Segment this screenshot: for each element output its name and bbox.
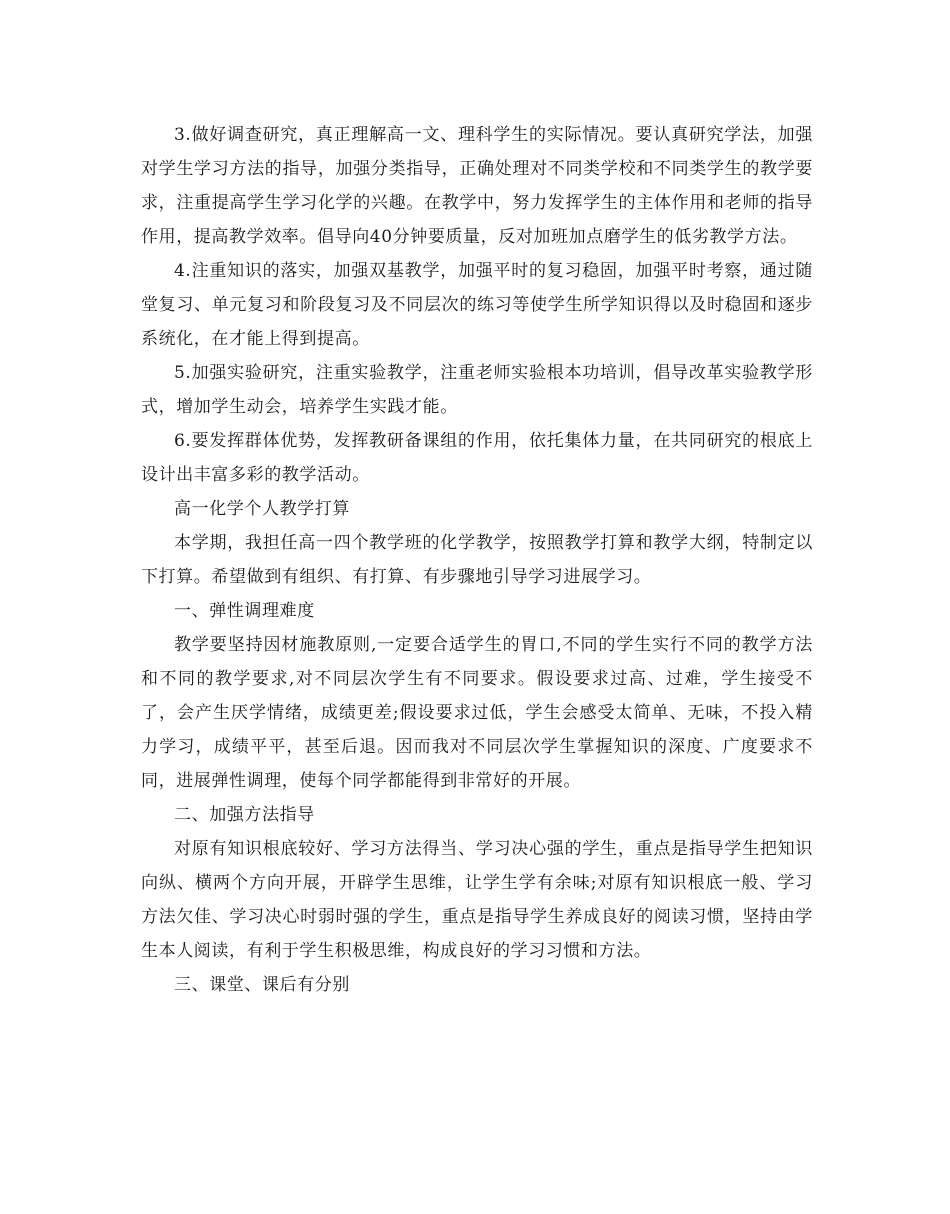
document-body bbox=[141, 118, 813, 1002]
section-heading-1: 一、弹性调理难度 bbox=[174, 601, 315, 621]
section-1-paragraph: 教学要坚持因材施教原则,一定要合适学生的胃口,不同的学生实行不同的教学方法和不同的教学要求,对不同层次学生有不同要求。假设要求过高、过难，学生接受不了，会产生厌学情绪，成绩更差;假设要求过低，学生会感受太简单、无味，不投入精力学习，成绩平平，甚至后退。因而我对不同层次学生掌握知识的深度、广度要求不同，进展弹性调理，使每个同学都能得到非常好的开展。 bbox=[141, 635, 813, 791]
paragraph-item-3: 3.做好调查研究，真正理解高一文、理科学生的实际情况。要认真研究学法，加强对学生学习方法的指导，加强分类指导，正确处理对不同类学校和不同类学生的教学要求，注重提高学生学习化学的兴趣。在教学中，努力发挥学生的主体作用和老师的指导作用，提高教学效率。倡导向40分钟要质量，反对加班加点磨学生的低劣教学方法。 bbox=[141, 125, 813, 247]
section-2-paragraph: 对原有知识根底较好、学习方法得当、学习决心强的学生，重点是指导学生把知识向纵、横两个方向开展，开辟学生思维，让学生学有余味;对原有知识根底一般、学习方法欠佳、学习决心时弱时强的学生，重点是指导学生养成良好的阅读习惯，坚持由学生本人阅读，有利于学生积极思维，构成良好的学习习惯和方法。 bbox=[141, 839, 813, 961]
paragraph-item-5: 5.加强实验研究，注重实验教学，注重老师实验根本功培训，倡导改革实验教学形式，增加学生动会，培养学生实践才能。 bbox=[141, 363, 813, 417]
paragraph-item-6: 6.要发挥群体优势，发挥教研备课组的作用，依托集体力量，在共同研究的根底上设计出丰富多彩的教学活动。 bbox=[141, 431, 813, 485]
section-title: 高一化学个人教学打算 bbox=[174, 499, 350, 519]
section-heading-2: 二、加强方法指导 bbox=[174, 805, 315, 825]
paragraph-item-4: 4.注重知识的落实，加强双基教学，加强平时的复习稳固，加强平时考察，通过随堂复习、单元复习和阶段复习及不同层次的练习等使学生所学知识得以及时稳固和逐步系统化，在才能上得到提高。 bbox=[141, 261, 813, 349]
section-heading-3: 三、课堂、课后有分别 bbox=[174, 975, 350, 995]
intro-paragraph: 本学期，我担任高一四个教学班的化学教学，按照教学打算和教学大纲，特制定以下打算。希望做到有组织、有打算、有步骤地引导学习进展学习。 bbox=[141, 533, 813, 587]
